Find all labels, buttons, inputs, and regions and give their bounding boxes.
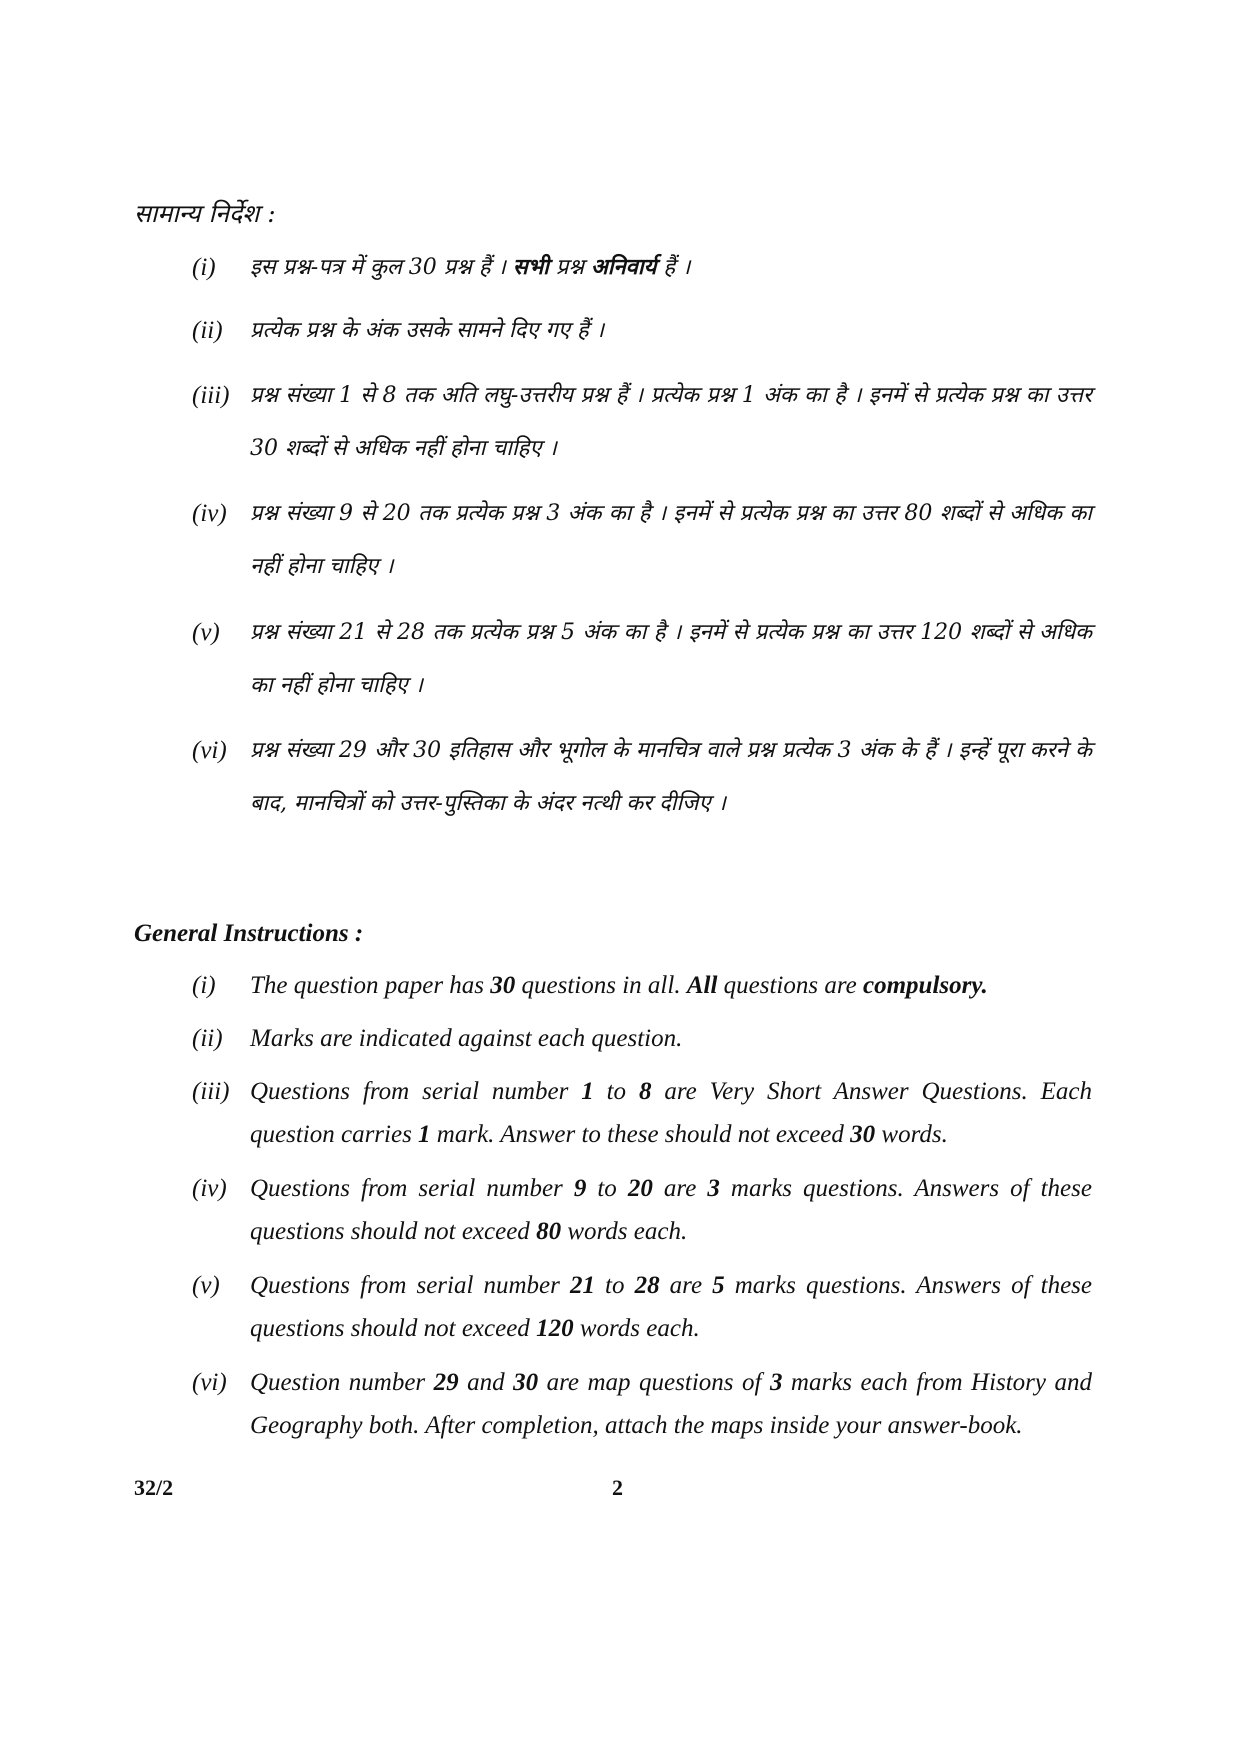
text-run: Questions from serial number bbox=[250, 1272, 570, 1299]
text-run: and bbox=[458, 1369, 514, 1396]
item-number: (i) bbox=[192, 254, 216, 281]
emphasis-text: compulsory. bbox=[863, 972, 988, 999]
text-run: प्रश्न bbox=[548, 255, 591, 280]
text-run: हैं । bbox=[656, 255, 691, 280]
text-run: प्रश्न संख्या 29 और 30 इतिहास और भूगोल के मानचित्र वाले प्रश्न प्रत्येक 3 अंक के हैं । इन्हें पूरा करने के बाद, मानचित्रों को उत्तर-पुस्तिका के अंदर नत्थी कर दीजिए । bbox=[250, 738, 1092, 816]
text-run: Questions from serial number bbox=[250, 1078, 582, 1105]
emphasis-text: 30 bbox=[490, 972, 516, 999]
item-text bbox=[250, 369, 1092, 475]
hindi-instructions-heading: सामान्य निर्देश : bbox=[134, 199, 276, 228]
item-number: (iii) bbox=[192, 1078, 230, 1105]
text-run: are Very Short Answer Questions. Each question carries bbox=[250, 1078, 1092, 1148]
item-number: (i) bbox=[192, 972, 216, 999]
text-run: are bbox=[659, 1272, 713, 1299]
item-text bbox=[250, 1070, 1092, 1156]
text-run: Questions from serial number bbox=[250, 1175, 574, 1202]
text-run: प्रश्न संख्या 21 से 28 तक प्रत्येक प्रश्न 5 अंक का है । इनमें से प्रत्येक प्रश्न का उत्तर 120 शब्दों से अधिक का नहीं होना चाहिए । bbox=[250, 620, 1092, 698]
emphasis-text: 5 bbox=[712, 1272, 725, 1299]
emphasis-text: 3 bbox=[769, 1369, 783, 1396]
text-run: to bbox=[594, 1272, 635, 1299]
item-text bbox=[250, 241, 1092, 294]
emphasis-text: 20 bbox=[627, 1175, 653, 1202]
emphasis-text: All bbox=[686, 972, 718, 999]
text-run: are bbox=[652, 1175, 708, 1202]
item-number: (v) bbox=[192, 619, 220, 646]
emphasis-text: 120 bbox=[536, 1315, 574, 1342]
item-text bbox=[250, 964, 1092, 1007]
text-run: The question paper has bbox=[250, 972, 491, 999]
item-number: (iv) bbox=[192, 500, 227, 527]
text-run: प्रश्न संख्या 9 से 20 तक प्रत्येक प्रश्न 3 अंक का है । इनमें से प्रत्येक प्रश्न का उत्तर 80 शब्दों से अधिक का नहीं होना चाहिए । bbox=[250, 501, 1092, 579]
item-number: (vi) bbox=[192, 1369, 227, 1396]
text-run: marks questions. Answers of these questions should not exceed bbox=[250, 1272, 1092, 1342]
emphasis-text: 3 bbox=[707, 1175, 720, 1202]
item-text bbox=[250, 1017, 1092, 1060]
emphasis-text: 30 bbox=[513, 1369, 539, 1396]
text-run: marks questions. Answers of these questions should not exceed bbox=[250, 1175, 1092, 1245]
text-run: questions in all. bbox=[515, 972, 687, 999]
item-text bbox=[250, 1167, 1092, 1253]
item-text bbox=[250, 1361, 1092, 1447]
text-run: marks each from History and Geography both. After completion, attach the maps inside your answer-book. bbox=[250, 1369, 1093, 1439]
item-text bbox=[250, 724, 1092, 830]
question-paper-code: 32/2 bbox=[134, 1475, 174, 1500]
text-run: words. bbox=[875, 1121, 948, 1148]
text-run: are map questions of bbox=[538, 1369, 770, 1396]
emphasis-text: 1 bbox=[581, 1078, 594, 1105]
item-number: (v) bbox=[192, 1272, 220, 1299]
text-run: to bbox=[586, 1175, 628, 1202]
emphasis-text: 29 bbox=[433, 1369, 459, 1396]
text-run: प्रत्येक प्रश्न के अंक उसके सामने दिए गए हैं । bbox=[250, 318, 605, 343]
item-number: (ii) bbox=[192, 1025, 223, 1052]
item-text bbox=[250, 1264, 1092, 1350]
text-run: प्रश्न संख्या 1 से 8 तक अति लघु-उत्तरीय प्रश्न हैं । प्रत्येक प्रश्न 1 अंक का है । इनमें से प्रत्येक प्रश्न का उत्तर 30 शब्दों से अधिक नहीं होना चाहिए । bbox=[250, 383, 1092, 461]
emphasis-text: सभी bbox=[512, 254, 549, 280]
emphasis-text: 30 bbox=[850, 1121, 876, 1148]
item-text bbox=[250, 304, 1092, 357]
text-run: to bbox=[593, 1078, 639, 1105]
emphasis-text: 28 bbox=[634, 1272, 660, 1299]
emphasis-text: 8 bbox=[638, 1078, 652, 1105]
emphasis-text: अनिवार्य bbox=[590, 254, 657, 280]
text-run: words each. bbox=[561, 1218, 688, 1245]
item-number: (vi) bbox=[192, 737, 227, 764]
emphasis-text: 80 bbox=[536, 1218, 562, 1245]
text-run: Marks are indicated against each question. bbox=[250, 1025, 683, 1052]
text-run: इस प्रश्न-पत्र में कुल 30 प्रश्न हैं । bbox=[250, 255, 513, 280]
english-instructions-heading: General Instructions : bbox=[134, 920, 364, 947]
text-run: words each. bbox=[573, 1315, 700, 1342]
emphasis-text: 9 bbox=[573, 1175, 587, 1202]
item-number: (ii) bbox=[192, 317, 223, 344]
emphasis-text: 21 bbox=[569, 1272, 595, 1299]
item-text bbox=[250, 487, 1092, 593]
text-run: Question number bbox=[250, 1369, 434, 1396]
item-text bbox=[250, 606, 1092, 712]
text-run: questions are bbox=[717, 972, 863, 999]
emphasis-text: 1 bbox=[418, 1121, 431, 1148]
item-number: (iv) bbox=[192, 1175, 227, 1202]
text-run: mark. Answer to these should not exceed bbox=[430, 1121, 851, 1148]
item-number: (iii) bbox=[192, 382, 230, 409]
page-number: 2 bbox=[612, 1475, 623, 1500]
